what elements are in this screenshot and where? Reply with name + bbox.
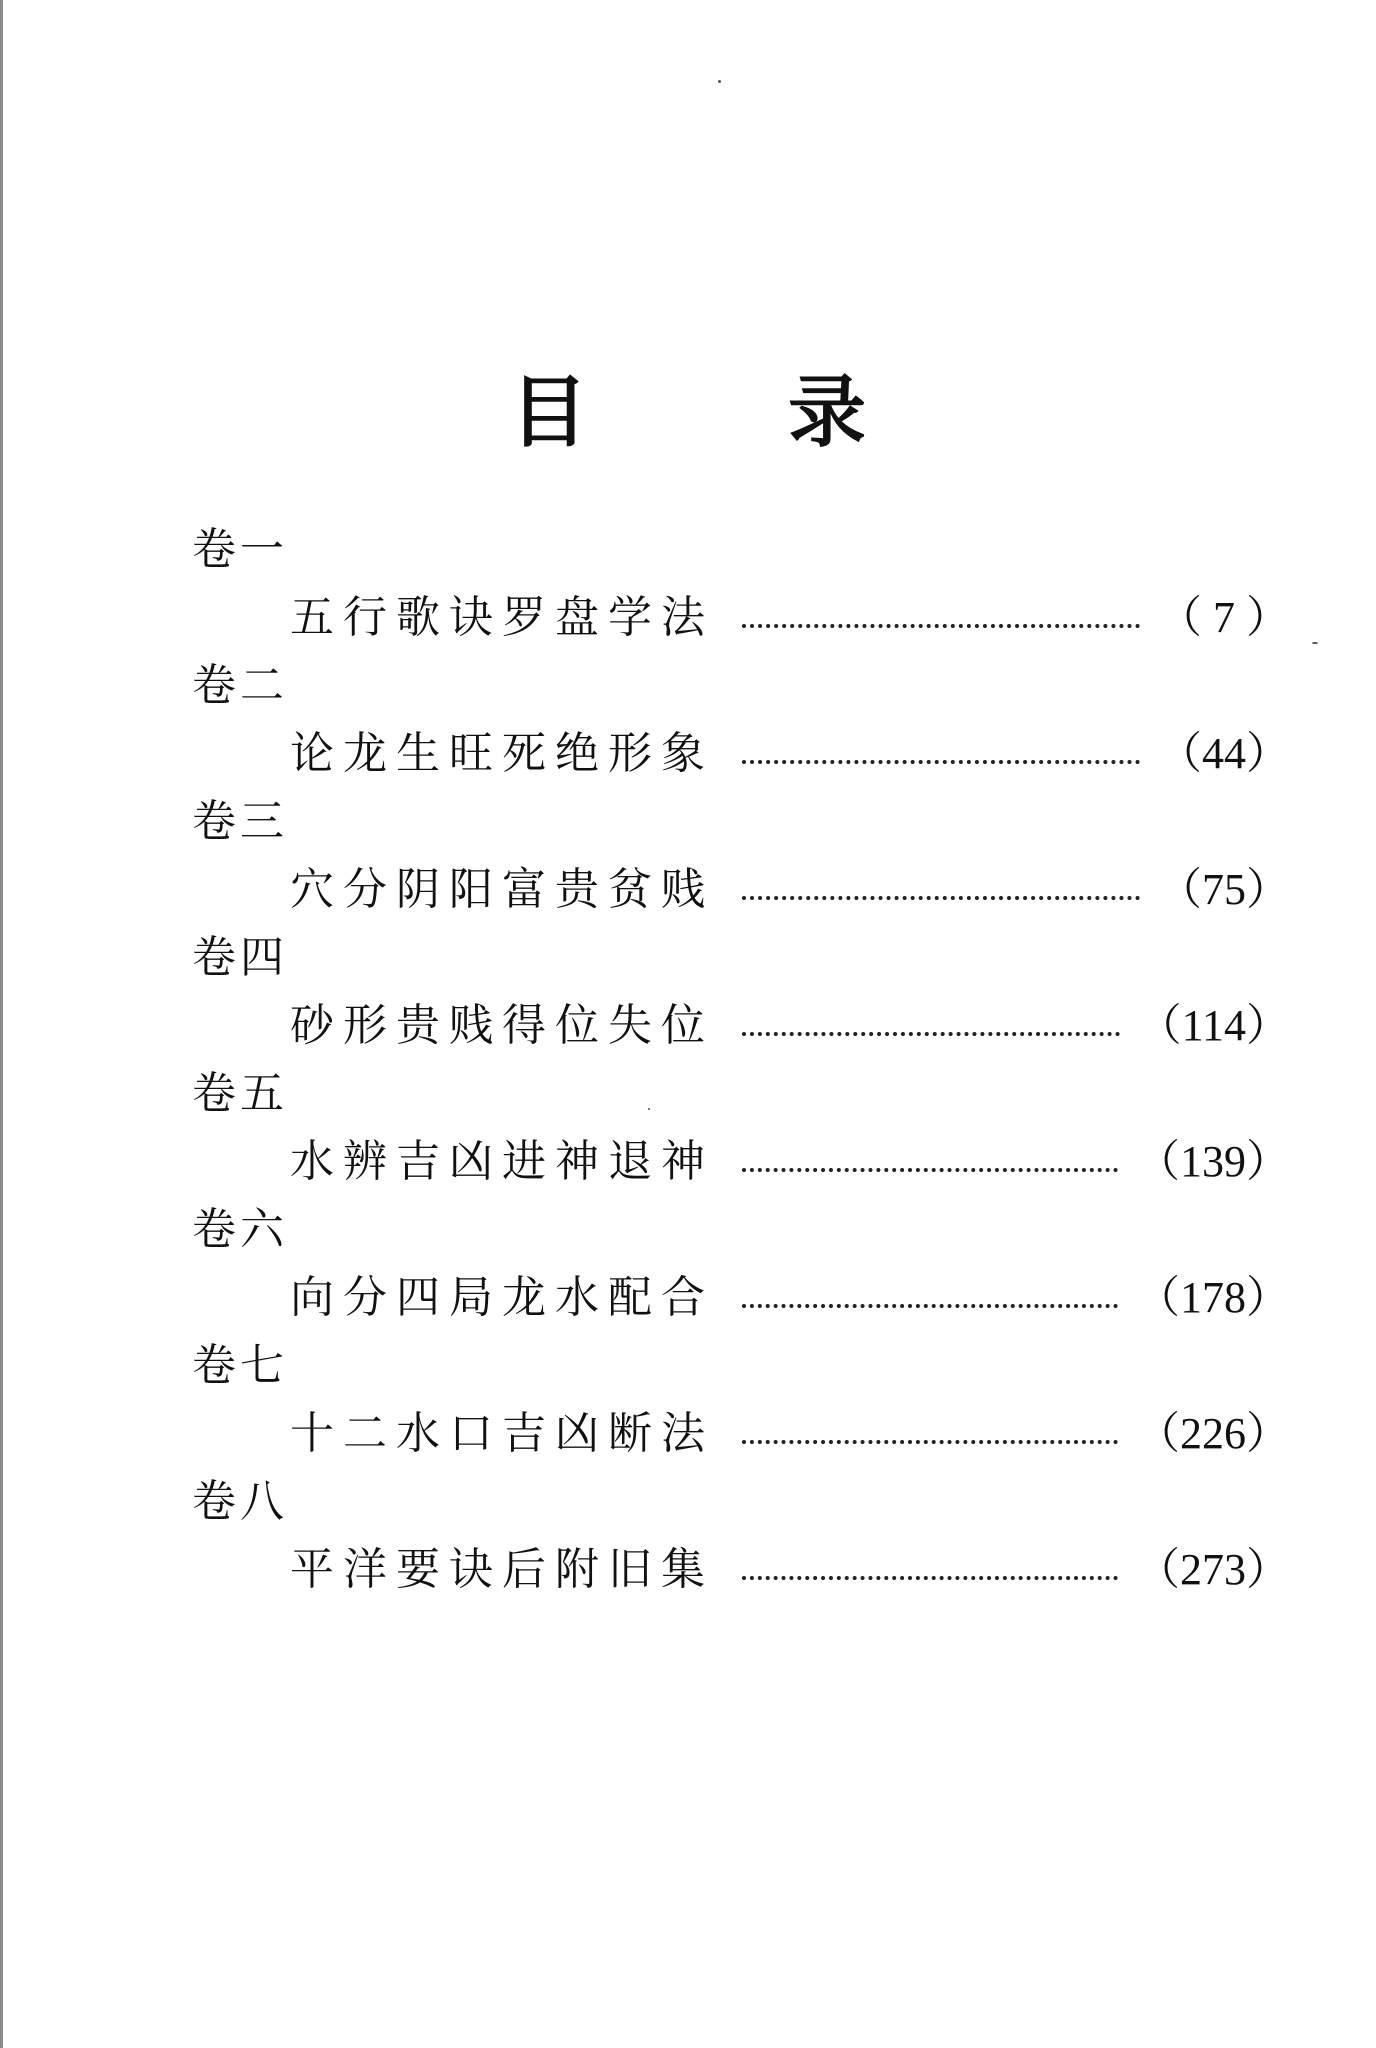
title-char-1: 目 [509,368,588,458]
volume-label: 卷五 [192,1068,288,1119]
toc-entry[interactable] [290,860,1290,920]
toc-entry[interactable] [290,1268,1290,1328]
dot-leader [742,1132,1118,1192]
table-of-contents [0,520,1376,1608]
dot-leader [742,996,1120,1056]
toc-volume [0,1200,1376,1336]
volume-label: 卷一 [192,524,288,575]
entry-title: 五行歌诀罗盘学法 [290,592,714,643]
toc-volume [0,1472,1376,1608]
page-title [0,368,1376,458]
volume-label: 卷六 [192,1204,288,1255]
page-number: （75） [1158,865,1290,914]
entry-title: 十二水口吉凶断法 [290,1408,714,1459]
toc-entry[interactable] [290,1404,1290,1464]
entry-title: 穴分阴阳富贵贫贱 [290,864,714,915]
toc-entry[interactable] [290,1540,1290,1600]
page-number: （ 7 ） [1158,593,1290,642]
toc-volume [0,1336,1376,1472]
entry-title: 水辨吉凶进神退神 [290,1136,714,1187]
dot-leader [742,1268,1118,1328]
dot-leader [742,588,1140,648]
toc-volume [0,928,1376,1064]
page-number: （114） [1137,1001,1290,1050]
toc-volume [0,792,1376,928]
volume-label: 卷七 [192,1340,288,1391]
toc-entry[interactable] [290,996,1290,1056]
toc-volume [0,1064,1376,1200]
scan-speck [718,80,721,83]
dot-leader [742,860,1140,920]
toc-volume [0,520,1376,656]
entry-title: 论龙生旺死绝形象 [290,728,714,779]
entry-title: 砂形贵贱得位失位 [290,1000,714,1051]
entry-title: 向分四局龙水配合 [290,1272,714,1323]
dot-leader [742,724,1140,784]
page-number: （273） [1136,1545,1290,1594]
page-number: （178） [1136,1273,1290,1322]
page-number: （44） [1158,729,1290,778]
toc-volume [0,656,1376,792]
dot-leader [742,1540,1118,1600]
volume-label: 卷四 [192,932,288,983]
title-char-2: 录 [788,368,867,458]
toc-entry[interactable] [290,1132,1290,1192]
volume-label: 卷二 [192,660,288,711]
volume-label: 卷八 [192,1476,288,1527]
dot-leader [742,1404,1118,1464]
page-number: （226） [1136,1409,1290,1458]
volume-label: 卷三 [192,796,288,847]
toc-entry[interactable] [290,588,1290,648]
page-number: （139） [1136,1137,1290,1186]
entry-title: 平洋要诀后附旧集 [290,1544,714,1595]
toc-entry[interactable] [290,724,1290,784]
